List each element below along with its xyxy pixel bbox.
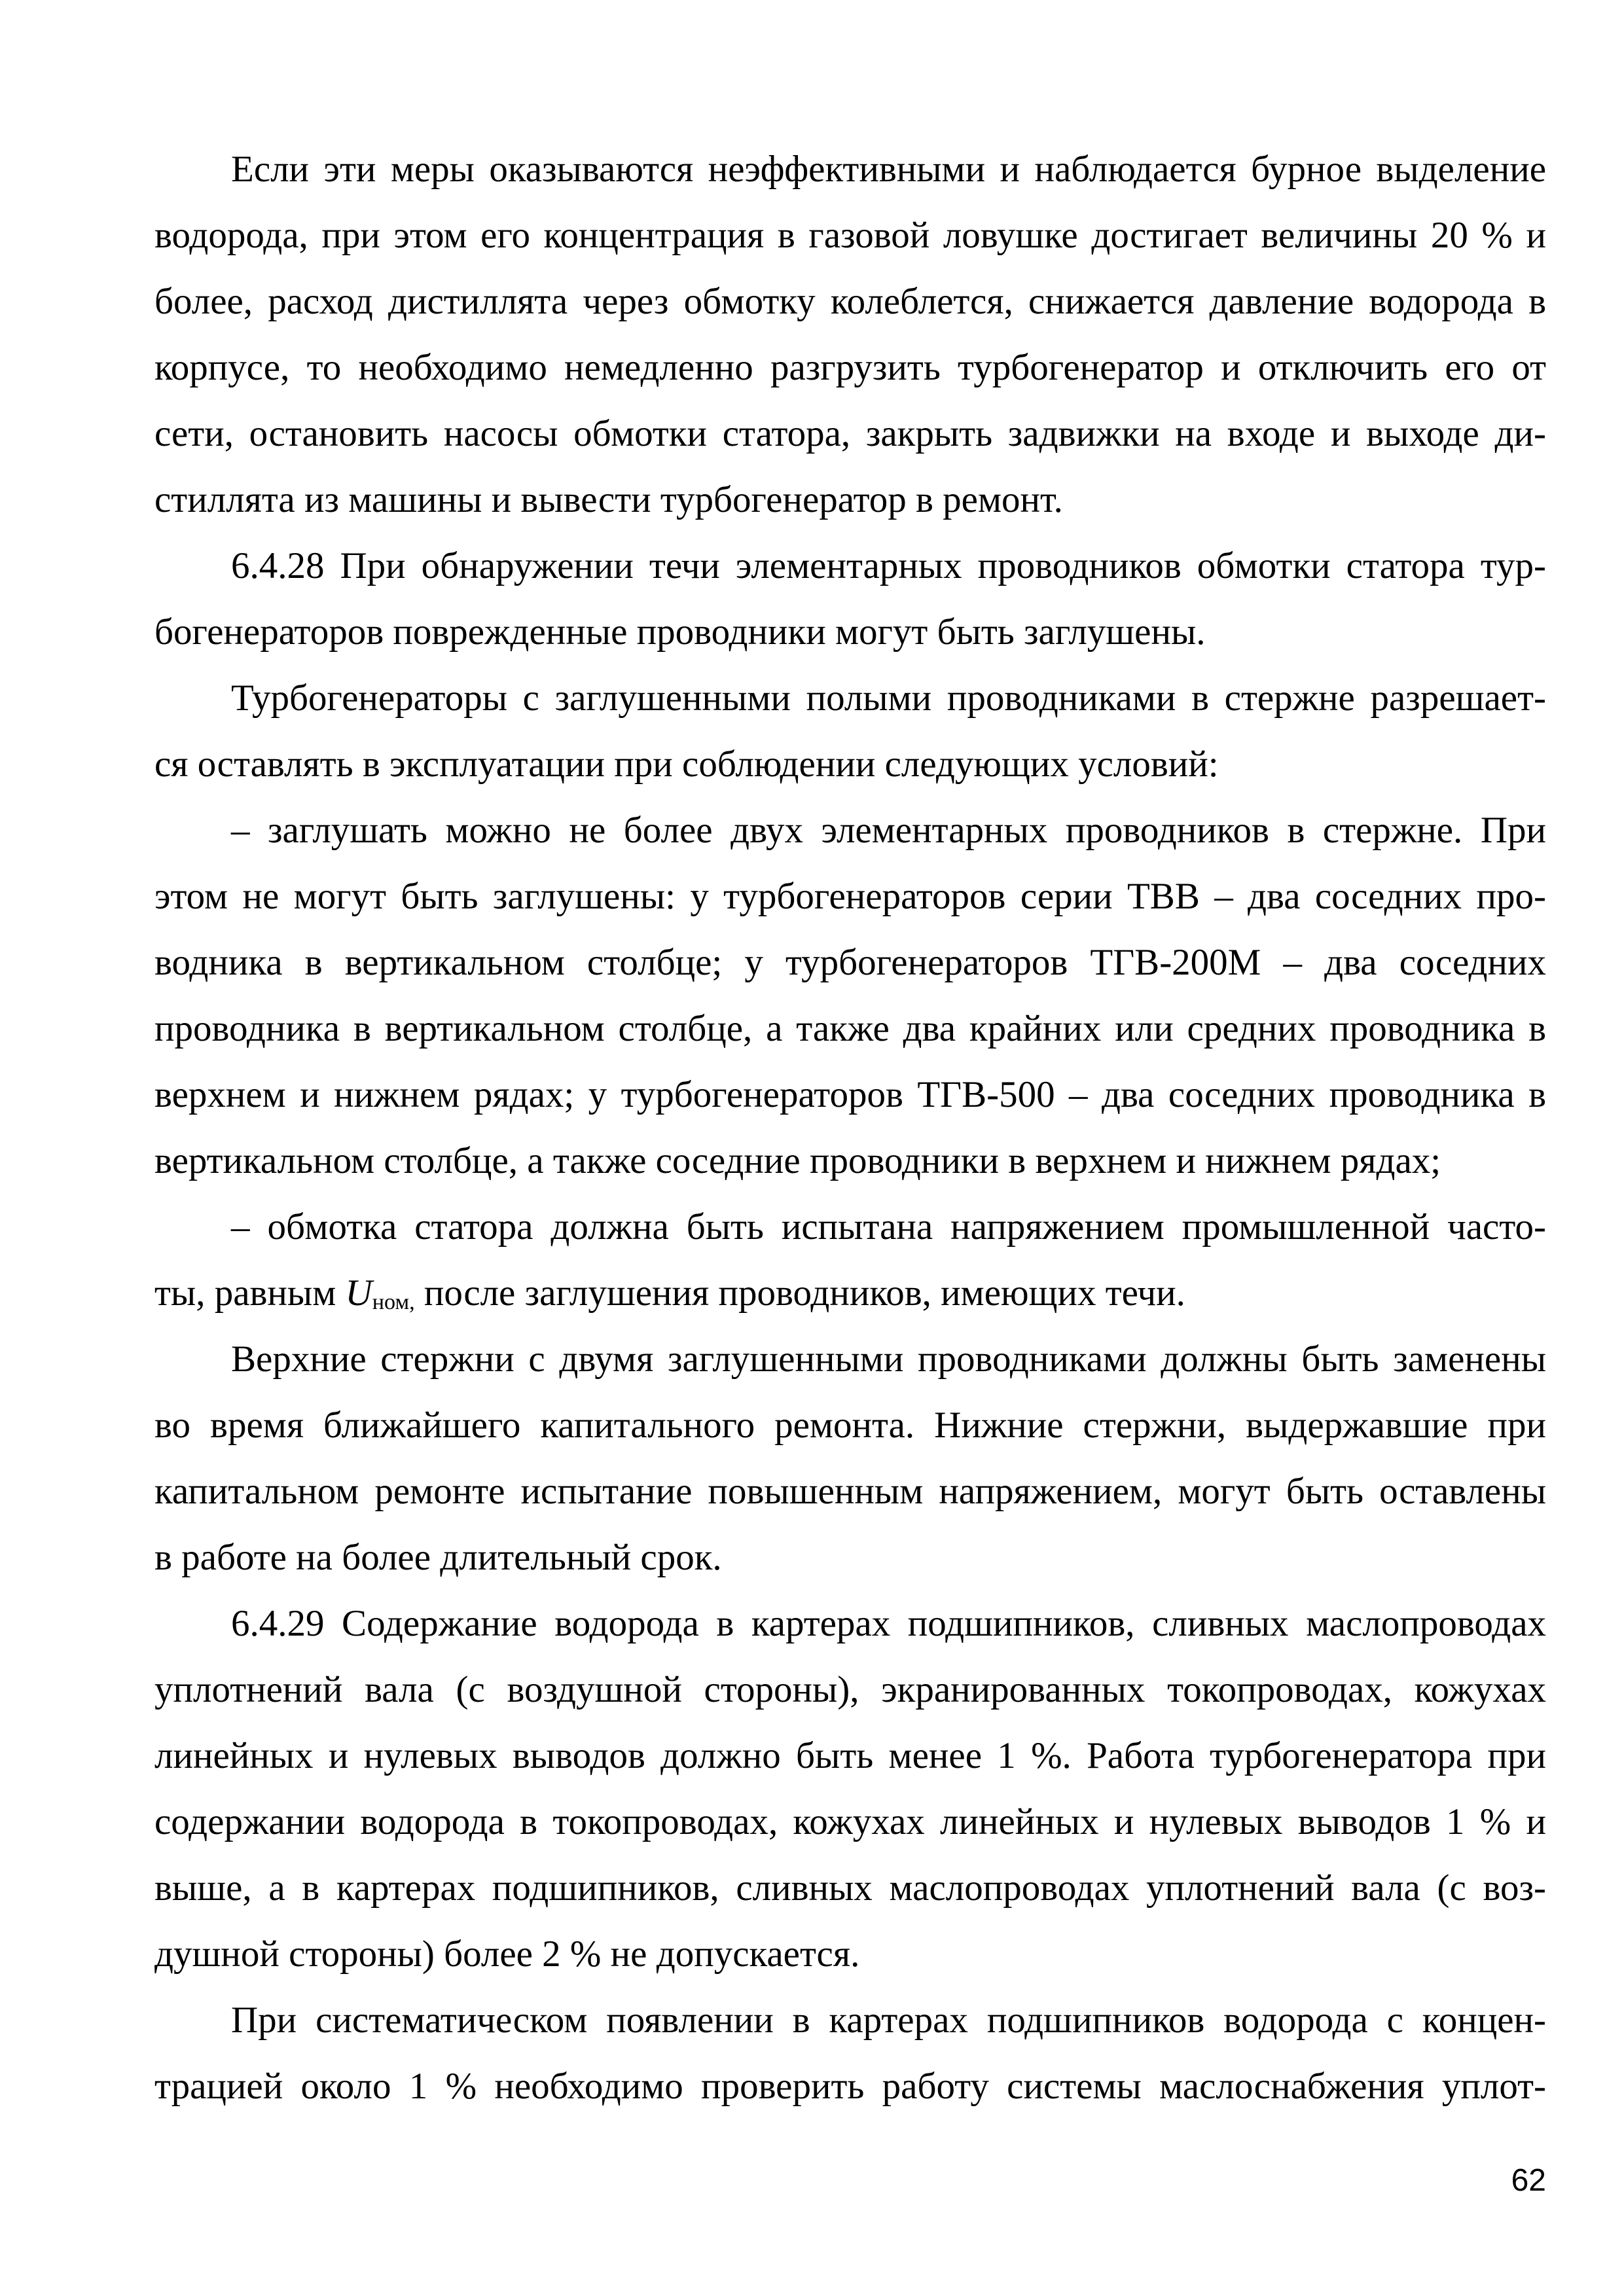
text-segment: 6.4.29 Содержание водорода в картерах подшипников, сливных маслопроводах [231, 1603, 1546, 1644]
text-line [154, 1987, 1546, 2053]
text-line [154, 334, 1546, 401]
page-number: 62 [1511, 2163, 1546, 2198]
text-line [154, 1921, 1546, 1987]
text-line [154, 467, 1546, 533]
text-segment: – обмотка статора должна быть испытана напряжением промышленной часто- [231, 1206, 1546, 1247]
text-segment: линейных и нулевых выводов должно быть менее 1 %. Работа турбогенератора при [154, 1735, 1546, 1776]
text-line [154, 533, 1546, 599]
text-segment: 6.4.28 При обнаружении течи элементарных проводников обмотки статора тур- [231, 545, 1546, 586]
text-segment: водника в вертикальном столбце; у турбогенераторов ТГВ-200М – два соседних [154, 942, 1546, 983]
text-segment: содержании водорода в токопроводах, кожухах линейных и нулевых выводов 1 % и [154, 1801, 1546, 1842]
text-segment: уплотнений вала (с воздушной стороны), экранированных токопроводах, кожухах [154, 1669, 1546, 1710]
text-segment: Турбогенераторы с заглушенными полыми проводниками в стержне разрешает- [231, 677, 1546, 719]
text-segment: душной стороны) более 2 % не допускается. [154, 1933, 860, 1975]
text-line [154, 401, 1546, 467]
text-line [154, 863, 1546, 929]
text-line [154, 1855, 1546, 1921]
text-line [154, 797, 1546, 863]
paragraph [154, 1987, 1546, 2119]
paragraph [154, 136, 1546, 533]
text-line [154, 599, 1546, 665]
text-line [154, 202, 1546, 268]
text-segment: Верхние стержни с двумя заглушенными проводниками должны быть заменены [231, 1338, 1546, 1380]
text-segment: выше, а в картерах подшипников, сливных маслопроводах уплотнений вала (с воз- [154, 1867, 1546, 1909]
text-segment: капитальном ремонте испытание повышенным напряжением, могут быть оставлены [154, 1471, 1546, 1512]
formula-subscript: ном, [372, 1289, 415, 1314]
text-line [154, 1392, 1546, 1458]
text-segment: после заглушения проводников, имеющих течи. [414, 1272, 1185, 1314]
text-segment: ты, равным [154, 1272, 346, 1314]
text-segment: ся оставлять в эксплуатации при соблюдении следующих условий: [154, 744, 1219, 785]
body-text [154, 136, 1546, 2119]
text-line [154, 1657, 1546, 1723]
text-line [154, 1326, 1546, 1392]
formula-symbol: U [345, 1272, 372, 1314]
text-segment: Если эти меры оказываются неэффективными и наблюдается бурное выделение [231, 149, 1546, 190]
text-line [154, 136, 1546, 202]
paragraph [154, 1326, 1546, 1590]
text-segment: сети, остановить насосы обмотки статора, закрыть задвижки на входе и выходе ди- [154, 413, 1546, 454]
text-line [154, 1194, 1546, 1260]
text-line [154, 1524, 1546, 1590]
text-line [154, 1260, 1546, 1326]
text-line [154, 996, 1546, 1062]
text-line [154, 1128, 1546, 1194]
text-segment: более, расход дистиллята через обмотку колеблется, снижается давление водорода в [154, 281, 1546, 322]
text-segment: в работе на более длительный срок. [154, 1537, 722, 1578]
text-segment: во время ближайшего капитального ремонта. Нижние стержни, выдержавшие при [154, 1405, 1546, 1446]
text-segment: – заглушать можно не более двух элементарных проводников в стержне. При [231, 810, 1546, 851]
text-line [154, 1590, 1546, 1657]
text-line [154, 268, 1546, 334]
paragraph [154, 1194, 1546, 1326]
text-segment: богенераторов поврежденные проводники могут быть заглушены. [154, 611, 1206, 653]
text-line [154, 2053, 1546, 2119]
paragraph [154, 797, 1546, 1194]
text-segment: проводника в вертикальном столбце, а также два крайних или средних проводника в [154, 1008, 1546, 1049]
paragraph [154, 533, 1546, 665]
text-line [154, 929, 1546, 996]
text-segment: верхнем и нижнем рядах; у турбогенераторов ТГВ-500 – два соседних проводника в [154, 1074, 1546, 1115]
paragraph [154, 665, 1546, 797]
paragraph [154, 1590, 1546, 1987]
text-line [154, 1062, 1546, 1128]
text-line [154, 1723, 1546, 1789]
text-segment: стиллята из машины и вывести турбогенератор в ремонт. [154, 479, 1063, 520]
text-segment: вертикальном столбце, а также соседние проводники в верхнем и нижнем рядах; [154, 1140, 1441, 1181]
text-segment: водорода, при этом его концентрация в газовой ловушке достигает величины 20 % и [154, 215, 1546, 256]
text-line [154, 665, 1546, 731]
text-segment: этом не могут быть заглушены: у турбогенераторов серии ТВВ – два соседних про- [154, 876, 1546, 917]
text-line [154, 731, 1546, 797]
text-segment: корпусе, то необходимо немедленно разгрузить турбогенератор и отключить его от [154, 347, 1546, 388]
text-segment: трацией около 1 % необходимо проверить работу системы маслоснабжения уплот- [154, 2066, 1546, 2107]
text-line [154, 1789, 1546, 1855]
text-line [154, 1458, 1546, 1524]
text-segment: При систематическом появлении в картерах подшипников водорода с концен- [231, 2000, 1546, 2041]
